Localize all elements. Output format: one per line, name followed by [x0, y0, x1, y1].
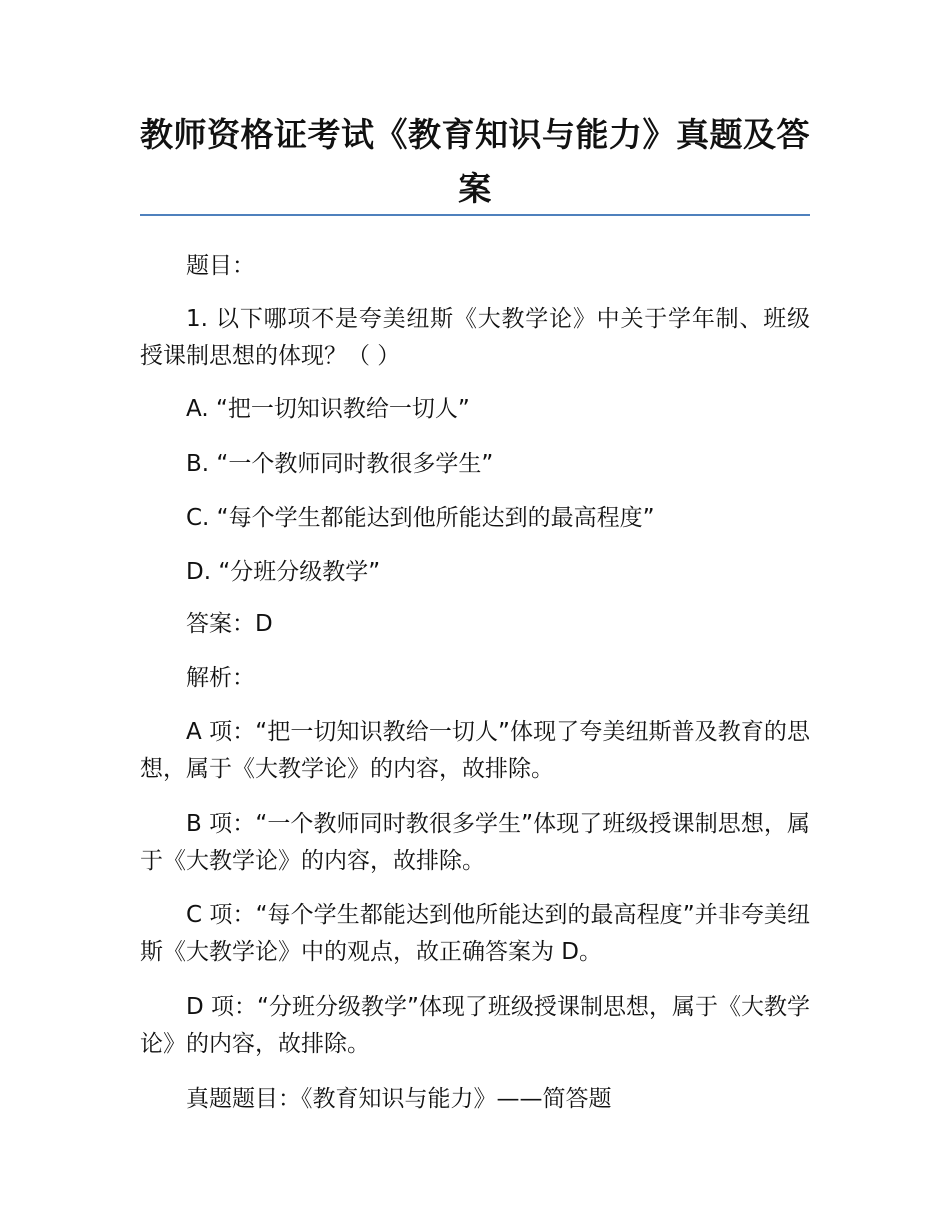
question-text: 1. 以下哪项不是夸美纽斯《大教学论》中关于学年制、班级授课制思想的体现？（ ） [140, 306, 810, 369]
answer-text: 答案：D [186, 611, 273, 637]
explanation-d: D 项：“分班分级教学”体现了班级授课制思想，属于《大教学论》的内容，故排除。 [140, 994, 810, 1057]
option-d: D. “分班分级教学” [186, 559, 381, 585]
explanation-c: C 项：“每个学生都能达到他所能达到的最高程度”并非夸美纽斯《大教学论》中的观点，故正确答案为 D。 [140, 902, 810, 965]
section-heading: 真题题目：《教育知识与能力》——简答题 [186, 1086, 612, 1112]
option-a: A. “把一切知识教给一切人” [186, 396, 470, 422]
title-divider [140, 214, 810, 216]
option-b: B. “一个教师同时教很多学生” [186, 451, 494, 477]
option-c: C. “每个学生都能达到他所能达到的最高程度” [186, 505, 655, 531]
document-title: 教师资格证考试《教育知识与能力》真题及答案 [140, 115, 810, 208]
analysis-label: 解析： [186, 665, 255, 691]
explanation-a: A 项：“把一切知识教给一切人”体现了夸美纽斯普及教育的思想，属于《大教学论》的内容，故排除。 [140, 719, 810, 782]
explanation-b: B 项：“一个教师同时教很多学生”体现了班级授课制思想，属于《大教学论》的内容，故排除。 [140, 811, 810, 874]
question-label: 题目： [186, 253, 255, 279]
